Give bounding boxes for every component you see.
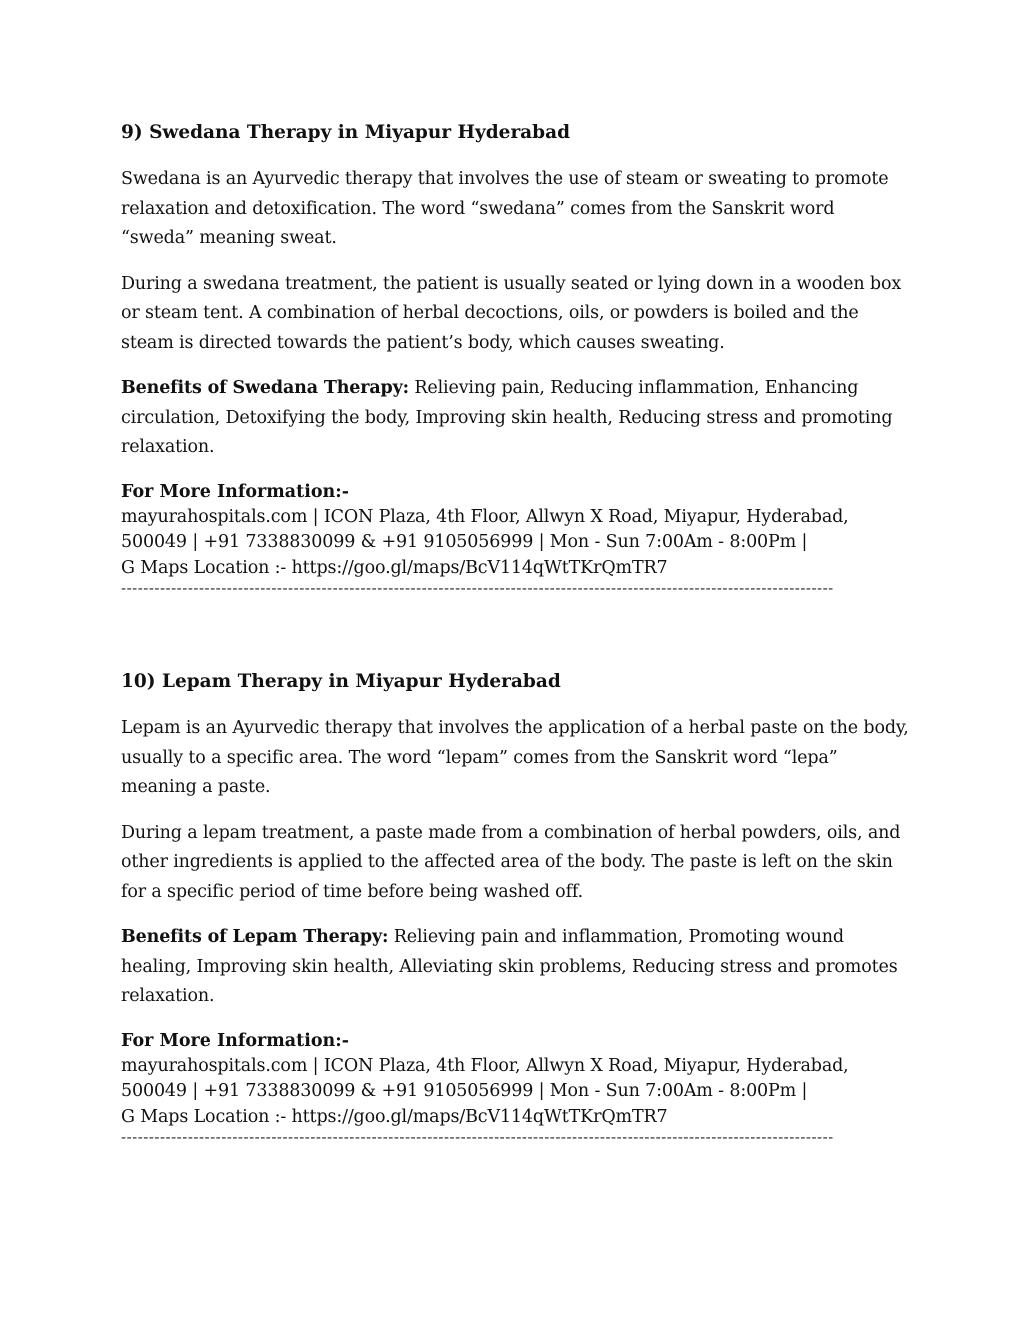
info-address: mayurahospitals.com | ICON Plaza, 4th Floor, Allwyn X Road, Miyapur, Hyderabad, — [121, 506, 849, 527]
dashed-divider: -------------------------------------------------------------------------------------------------------------------------------- — [121, 1130, 834, 1144]
info-heading: For More Information:- — [121, 1030, 349, 1051]
section-swedana — [121, 118, 911, 595]
contact-info — [121, 479, 911, 596]
document-page — [121, 118, 911, 1144]
paragraph-intro: Swedana is an Ayurvedic therapy that involves the use of steam or sweating to promote relaxation and detoxification. The word “swedana” comes from the Sanskrit word “sweda” meaning sweat. — [121, 169, 889, 248]
info-phone-hours: 500049 | +91 7338830099 & +91 9105056999 | Mon - Sun 7:00Am - 8:00Pm | — [121, 1081, 808, 1101]
section-title: 9) Swedana Therapy in Miyapur Hyderabad — [121, 122, 571, 143]
info-heading: For More Information:- — [121, 481, 349, 502]
benefits-text: Relieving pain, Reducing inflammation, Enhancing circulation, Detoxifying the body, Improving skin health, Reducing stress and promoting relaxation. — [121, 378, 893, 457]
benefits-label: Benefits of Lepam Therapy: — [121, 927, 389, 947]
section-title: 10) Lepam Therapy in Miyapur Hyderabad — [121, 671, 561, 692]
paragraph-treatment: During a lepam treatment, a paste made from a combination of herbal powders, oils, and other ingredients is applied to the affected area of the body. The paste is left on the skin for a specific period of time before being washed off. — [121, 822, 901, 902]
section-lepam — [121, 667, 911, 1144]
info-maps-link: G Maps Location :- https://goo.gl/maps/BcV114qWtTKrQmTR7 — [121, 1106, 668, 1127]
info-maps-link: G Maps Location :- https://goo.gl/maps/BcV114qWtTKrQmTR7 — [121, 557, 668, 578]
benefits-text: Relieving pain and inflammation, Promoting wound healing, Improving skin health, Alleviating skin problems, Reducing stress and promotes relaxation. — [121, 927, 898, 1006]
info-phone-hours: 500049 | +91 7338830099 & +91 9105056999 | Mon - Sun 7:00Am - 8:00Pm | — [121, 532, 808, 552]
benefits-paragraph — [121, 374, 911, 463]
dashed-divider: -------------------------------------------------------------------------------------------------------------------------------- — [121, 581, 834, 595]
benefits-label: Benefits of Swedana Therapy: — [121, 378, 409, 398]
info-address: mayurahospitals.com | ICON Plaza, 4th Floor, Allwyn X Road, Miyapur, Hyderabad, — [121, 1055, 849, 1076]
paragraph-treatment: During a swedana treatment, the patient is usually seated or lying down in a wooden box or steam tent. A combination of herbal decoctions, oils, or powders is boiled and the steam is directed towards the patient’s body, which causes sweating. — [121, 273, 902, 353]
benefits-paragraph — [121, 923, 911, 1012]
contact-info — [121, 1028, 911, 1145]
paragraph-intro: Lepam is an Ayurvedic therapy that involves the application of a herbal paste on the body, usually to a specific area. The word “lepam” comes from the Sanskrit word “lepa” meaning a paste. — [121, 718, 909, 797]
